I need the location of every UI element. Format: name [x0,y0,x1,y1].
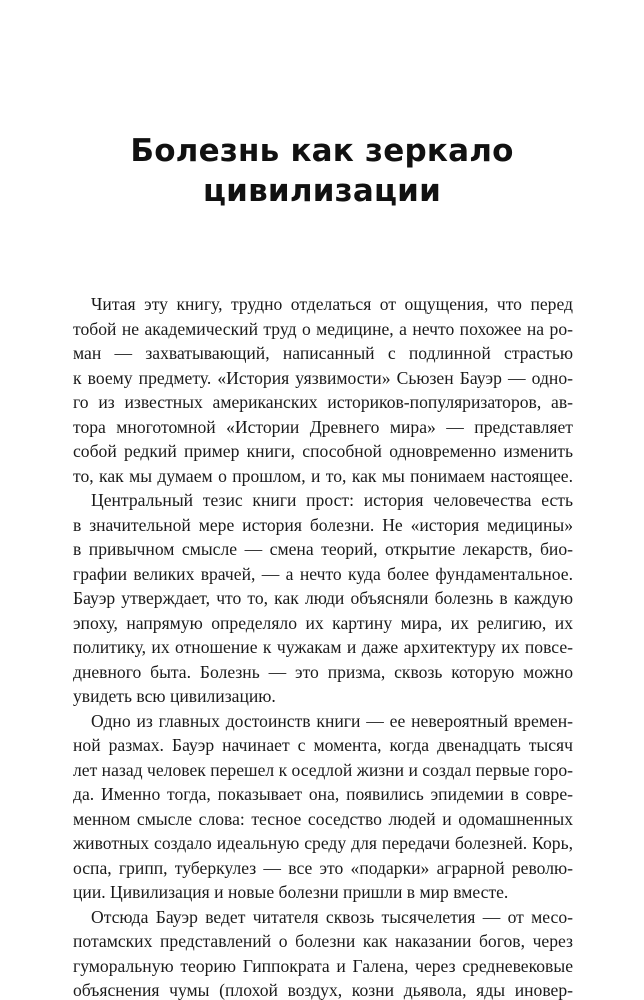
text-line: ман — захватывающий, написанный с подлинной страстью [73,343,573,363]
text-line: тобой не академический труд о медицине, а нечто похожее на ро- [73,318,573,339]
text-line: потамских представлений о болезни как наказании богов, через [73,931,573,951]
text-line: гуморальную теорию Гиппократа и Галена, через средневековые [73,955,573,976]
paragraph-1 [73,292,573,488]
text-line: лет назад человек перешел к оседлой жизни и создал первые горо- [73,759,573,780]
chapter-title-line-2: цивилизации [202,172,441,209]
paragraph-2 [73,488,573,709]
text-line: оспа, грипп, туберкулез — все это «подарки» аграрной револю- [73,857,573,878]
text-line: Одно из главных достоинств книги — ее невероятный времен- [91,710,573,731]
text-line: животных создало идеальную среду для передачи болезней. Корь, [73,833,573,853]
text-line: к воему предмету. «История уязвимости» Сьюзен Бауэр — одно- [73,367,573,388]
text-line: Бауэр утверждает, что то, как люди объясняли болезнь в каждую [73,588,573,608]
text-line: графии великих врачей, — а нечто куда более фундаментальное. [73,563,573,584]
paragraph-3 [73,709,573,905]
text-line: ной размах. Бауэр начинает с момента, когда двенадцать тысяч [73,735,573,755]
text-line: Отсюда Бауэр ведет читателя сквозь тысячелетия — от месо- [91,906,573,927]
text-line: менном смысле слова: тесное соседство людей и одомашненных [73,808,573,829]
text-line: увидеть всю цивилизацию. [73,686,276,706]
paragraph-4 [73,905,573,1000]
text-line: тора многотомной «Истории Древнего мира» — представляет [73,416,573,437]
text-line: ции. Цивилизация и новые болезни пришли в мир вместе. [73,882,509,902]
text-line: эпоху, напрямую определяло их картину мира, их религию, их [73,612,573,633]
text-line: го из известных американских историков-популяризаторов, ав- [73,392,573,412]
chapter-title-line-1: Болезнь как зеркало [130,132,514,169]
text-line: да. Именно тогда, показывает она, появились эпидемии в совре- [73,784,573,804]
text-line: в привычном смысле — смена теорий, открытие лекарств, био- [73,539,573,559]
text-line: объяснения чумы (плохой воздух, козни дьявола, яды иновер- [73,980,573,1000]
text-line: политику, их отношение к чужакам и даже архитектуру их повсе- [73,637,573,657]
text-line: Читая эту книгу, трудно отделаться от ощущения, что перед [91,294,573,314]
text-line: в значительной мере история болезни. Не «история медицины» [73,514,573,535]
text-line: дневного быта. Болезнь — это призма, сквозь которую можно [73,661,573,682]
text-line: Центральный тезис книги прост: история человечества есть [91,490,573,510]
text-line: собой редкий пример книги, способной одновременно изменить [73,441,573,461]
chapter-title [0,131,644,211]
text-line: то, как мы думаем о прошлом, и то, как мы понимаем настоящее. [73,465,573,486]
body-text [73,292,573,1000]
